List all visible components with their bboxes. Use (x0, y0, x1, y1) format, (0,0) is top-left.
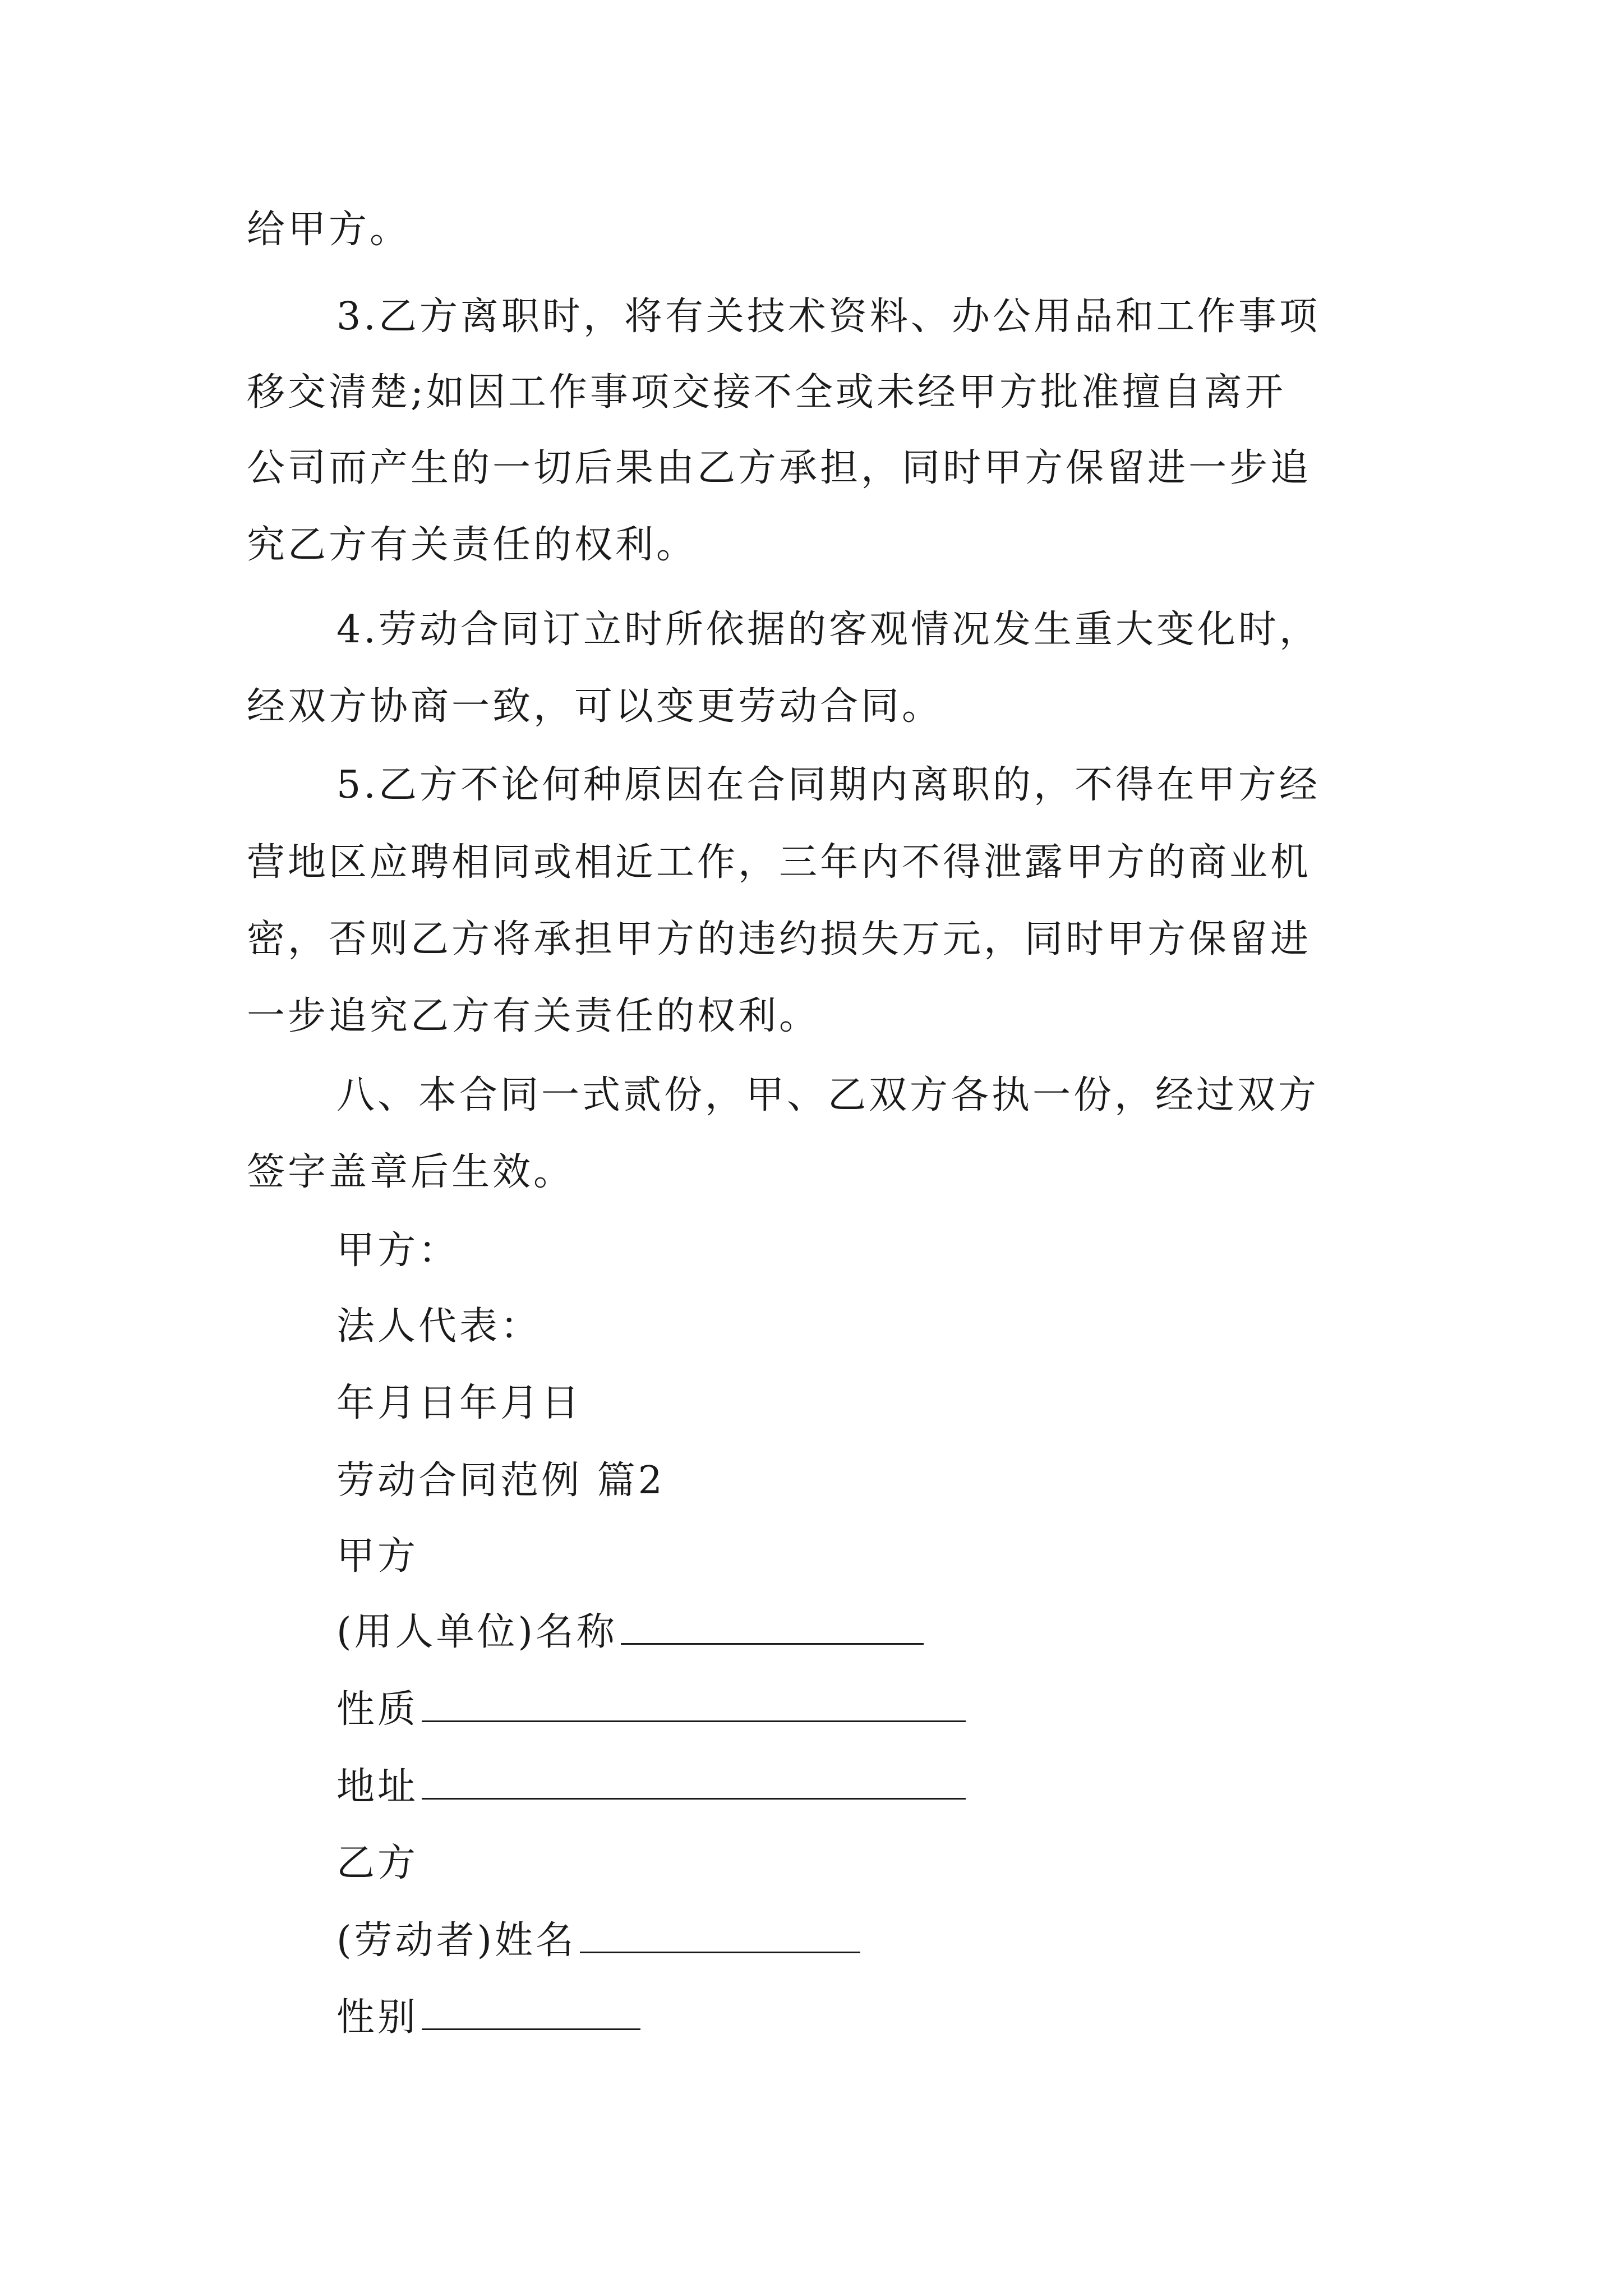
paragraph-line: 经双方协商一致，可以变更劳动合同。 (247, 684, 943, 729)
employer-name-field (336, 1599, 1481, 1666)
clause-4-line: 4.劳动合同订立时所依据的客观情况发生重大变化时， (336, 608, 1320, 652)
worker-name-label: (劳动者)姓名 (336, 1918, 577, 1963)
legal-representative-label: 法人代表： (336, 1304, 542, 1349)
paragraph-line: 密，否则乙方将承担甲方的违约损失万元，同时甲方保留进 (247, 917, 1312, 961)
employer-nature-field (336, 1676, 1481, 1743)
employer-address-blank (422, 1765, 966, 1800)
party-a-signature-label: 甲方： (336, 1228, 460, 1273)
employer-nature-label: 性质 (336, 1687, 419, 1732)
employer-address-label: 地址 (336, 1765, 419, 1809)
employer-address-field (336, 1754, 1481, 1821)
clause-5-line: 5.乙方不论何种原因在合同期内离职的，不得在甲方经 (336, 763, 1320, 807)
party-b-heading: 乙方 (336, 1841, 419, 1885)
clause-8-line: 八、本合同一式贰份，甲、乙双方各执一份，经过双方 (336, 1073, 1320, 1117)
date-line: 年月日年月日 (336, 1381, 583, 1425)
employer-name-label: (用人单位)名称 (336, 1610, 618, 1654)
employer-nature-blank (422, 1688, 966, 1722)
worker-gender-field (336, 1984, 1481, 2051)
worker-gender-label: 性别 (336, 1995, 419, 2040)
paragraph-line: 签字盖章后生效。 (247, 1150, 575, 1194)
paragraph-line: 一步追究乙方有关责任的权利。 (247, 994, 820, 1038)
paragraph-line: 给甲方。 (247, 208, 411, 252)
worker-name-blank (580, 1919, 860, 1953)
worker-gender-blank (422, 1996, 640, 2030)
worker-name-field (336, 1907, 1481, 1975)
section-heading: 劳动合同范例 篇2 (336, 1458, 665, 1503)
paragraph-line: 移交清楚;如因工作事项交接不全或未经甲方批准擅自离开 (247, 370, 1286, 415)
party-a-heading: 甲方 (336, 1534, 419, 1579)
paragraph-line: 究乙方有关责任的权利。 (247, 523, 698, 567)
clause-3-line: 3.乙方离职时，将有关技术资料、办公用品和工作事项 (336, 295, 1320, 339)
employer-name-blank (621, 1611, 924, 1645)
paragraph-line: 公司而产生的一切后果由乙方承担，同时甲方保留进一步追 (247, 446, 1312, 490)
paragraph-line: 营地区应聘相同或相近工作，三年内不得泄露甲方的商业机 (247, 840, 1312, 885)
